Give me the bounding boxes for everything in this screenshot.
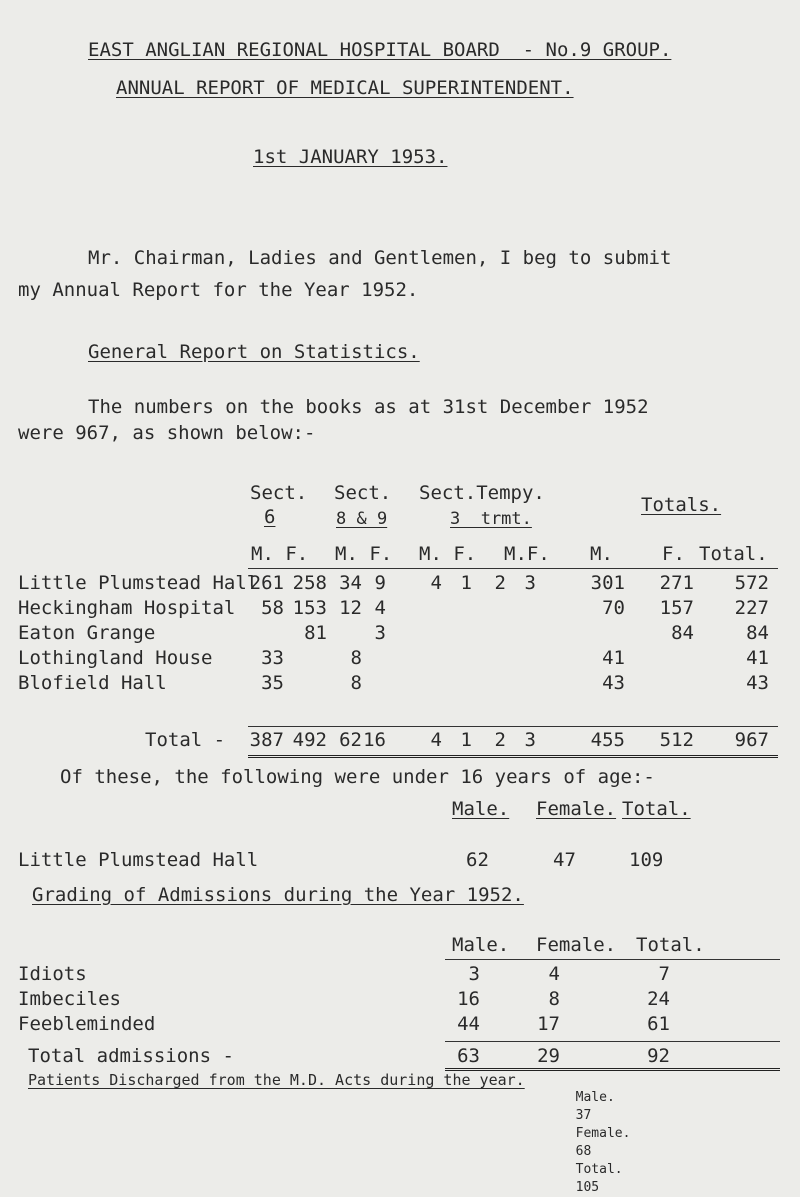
numbers-line-2: were 967, as shown below:- [18, 422, 316, 444]
grading-f: 17 [537, 1013, 560, 1035]
grading-name: Idiots [18, 963, 87, 985]
cell-T: 572 [734, 572, 769, 594]
sub-f: F. [662, 543, 685, 565]
discharged-head-total: Total. [575, 1162, 623, 1177]
grading-heading: Grading of Admissions during the Year 1952. [32, 884, 524, 906]
cell-M: 301 [590, 572, 625, 594]
cell-F: 84 [671, 622, 694, 644]
numbers-line-1: The numbers on the books as at 31st December 1952 [88, 396, 649, 418]
grading-t: 24 [647, 988, 670, 1010]
cell-s3m: 4 [430, 572, 442, 594]
grading-head-rule [445, 959, 780, 960]
grading-f: 8 [548, 988, 560, 1010]
col-sect6-head: Sect. [250, 482, 308, 504]
grading-name: Imbeciles [18, 988, 121, 1010]
under16-male: 62 [466, 849, 489, 871]
discharged-head-female: Female. [575, 1126, 631, 1141]
grading-head-total: Total. [636, 934, 705, 956]
cell-s89f: 9 [374, 572, 386, 594]
grading-m: 16 [457, 988, 480, 1010]
discharged-total: 105 [575, 1180, 600, 1195]
discharged-heading: Patients Discharged from the M.D. Acts during the year. [28, 1071, 525, 1089]
under16-female: 47 [553, 849, 576, 871]
cell-s6f: 258 [292, 572, 327, 594]
grading-m: 3 [468, 963, 480, 985]
grading-head-male: Male. [452, 934, 510, 956]
cell-M: 41 [602, 647, 625, 669]
cell-T: 227 [734, 597, 769, 619]
discharged-male: 37 [575, 1108, 592, 1123]
grading-total-rule [445, 1041, 780, 1042]
cell-s6f: 81 [304, 622, 327, 644]
cell-M: 43 [602, 672, 625, 694]
discharged-head-male: Male. [575, 1090, 615, 1105]
sub-m: M. [590, 543, 613, 565]
board-title: EAST ANGLIAN REGIONAL HOSPITAL BOARD - No.9 GROUP. [88, 39, 672, 61]
under16-name: Little Plumstead Hall [18, 849, 259, 871]
sub-tempy: M.F. [504, 543, 550, 565]
total-s89m: 62 [339, 729, 362, 751]
grading-t: 61 [647, 1013, 670, 1035]
grading-total-male: 63 [457, 1045, 480, 1067]
cell-tf: 3 [524, 572, 536, 594]
total-M: 455 [590, 729, 625, 751]
cell-s89m: 12 [339, 597, 362, 619]
col-totals-head: Totals. [641, 494, 722, 516]
grading-total-total: 92 [647, 1045, 670, 1067]
row-name: Little Plumstead Hall [18, 572, 259, 594]
cell-s3f: 1 [460, 572, 472, 594]
col-sect89-sub: 8 & 9 [336, 509, 388, 529]
grading-total-female: 29 [537, 1045, 560, 1067]
cell-T: 41 [746, 647, 769, 669]
col-sect3-sub: 3 trmt. [450, 509, 532, 529]
sub-sect89: M. F. [335, 543, 393, 565]
grading-total-label: Total admissions - [28, 1045, 234, 1067]
report-title: ANNUAL REPORT OF MEDICAL SUPERINTENDENT. [116, 77, 574, 99]
total-s3f: 1 [460, 729, 472, 751]
under16-head-male: Male. [452, 798, 510, 820]
cell-T: 43 [746, 672, 769, 694]
under16-intro: Of these, the following were under 16 years of age:- [60, 766, 655, 788]
cell-s6m: 261 [249, 572, 284, 594]
total-s89f: 16 [363, 729, 386, 751]
grading-name: Feebleminded [18, 1013, 156, 1035]
sub-sect3: M. F. [419, 543, 477, 565]
grading-t: 7 [658, 963, 670, 985]
subhead-rule [248, 568, 778, 569]
total-s3m: 4 [430, 729, 442, 751]
report-date: 1st JANUARY 1953. [253, 146, 448, 168]
discharged-summary [560, 1071, 630, 1197]
cell-T: 84 [746, 622, 769, 644]
cell-s89m: 34 [339, 572, 362, 594]
sub-sect6: M. F. [251, 543, 309, 565]
cell-s89f: 3 [374, 622, 386, 644]
cell-s6f: 153 [292, 597, 327, 619]
cell-s89m: 8 [350, 647, 362, 669]
cell-s6m: 58 [261, 597, 284, 619]
row-name: Lothingland House [18, 647, 213, 669]
discharged-female: 68 [575, 1144, 592, 1159]
cell-tm: 2 [494, 572, 506, 594]
total-T: 967 [734, 729, 769, 751]
total-tf: 3 [524, 729, 536, 751]
sub-total: Total. [699, 543, 768, 565]
grading-head-female: Female. [536, 934, 617, 956]
row-name: Heckingham Hospital [18, 597, 236, 619]
total-label: Total - [145, 729, 226, 751]
cell-s89m: 8 [350, 672, 362, 694]
under16-head-total: Total. [622, 798, 691, 820]
row-name: Eaton Grange [18, 622, 156, 644]
cell-F: 157 [659, 597, 694, 619]
intro-line-1: Mr. Chairman, Ladies and Gentlemen, I beg to submit [88, 247, 672, 269]
row-name: Blofield Hall [18, 672, 167, 694]
total-s6f: 492 [292, 729, 327, 751]
total-rule-top [248, 726, 778, 727]
total-F: 512 [659, 729, 694, 751]
cell-F: 271 [659, 572, 694, 594]
intro-line-2: my Annual Report for the Year 1952. [18, 279, 419, 301]
grading-m: 44 [457, 1013, 480, 1035]
total-rule-bottom [248, 755, 778, 758]
col-sect6-sub: 6 [264, 506, 276, 528]
cell-s89f: 4 [374, 597, 386, 619]
col-sect3-head: Sect.Tempy. [419, 482, 545, 504]
total-s6m: 387 [249, 729, 284, 751]
grading-f: 4 [548, 963, 560, 985]
col-sect89-head: Sect. [334, 482, 392, 504]
cell-M: 70 [602, 597, 625, 619]
cell-s6m: 33 [261, 647, 284, 669]
total-tm: 2 [494, 729, 506, 751]
under16-head-female: Female. [536, 798, 617, 820]
under16-total: 109 [629, 849, 664, 871]
cell-s6m: 35 [261, 672, 284, 694]
general-heading: General Report on Statistics. [88, 341, 420, 363]
